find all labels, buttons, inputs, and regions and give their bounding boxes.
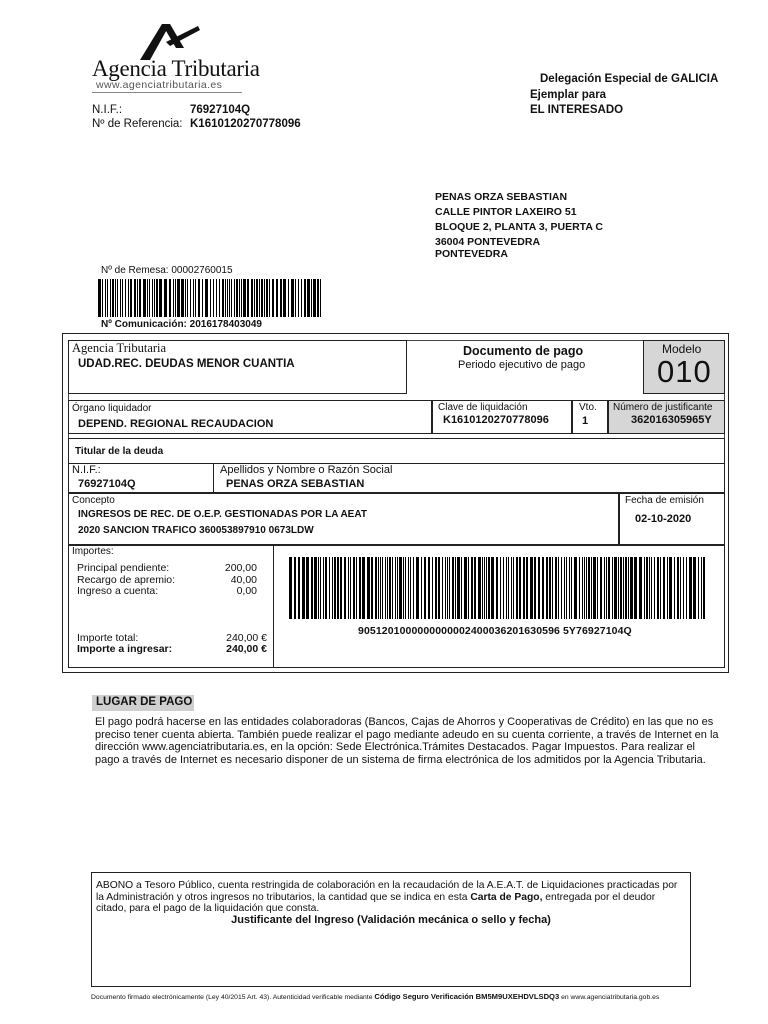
barcode-bar bbox=[117, 279, 118, 317]
barcode-bar bbox=[566, 557, 567, 619]
barcode-bar bbox=[389, 557, 391, 619]
barcode-bar bbox=[445, 557, 446, 619]
barcode-bar bbox=[397, 557, 398, 619]
form-nif-label: N.I.F.: bbox=[72, 464, 101, 476]
barcode-bar bbox=[247, 279, 249, 317]
barcode-bar bbox=[139, 279, 141, 317]
recargo-label: Recargo de apremio: bbox=[77, 573, 176, 586]
barcode-bar bbox=[549, 557, 551, 619]
barcode-bar bbox=[552, 557, 553, 619]
barcode-bar bbox=[405, 557, 406, 619]
barcode-bar bbox=[600, 557, 602, 619]
barcode-bar bbox=[593, 557, 596, 619]
barcode-bar bbox=[306, 557, 309, 619]
ejemplar-value: EL INTERESADO bbox=[530, 104, 624, 116]
barcode-bar bbox=[154, 279, 155, 317]
barcode-bar bbox=[591, 557, 592, 619]
barcode-bar bbox=[340, 557, 342, 619]
barcode-bar bbox=[122, 279, 123, 317]
ingreso-value: 0,00 bbox=[236, 585, 257, 597]
barcode-bar bbox=[320, 557, 321, 619]
barcode-bar bbox=[428, 557, 430, 619]
barcode-bar bbox=[137, 279, 138, 317]
barcode-bar bbox=[639, 557, 642, 619]
barcode-bar bbox=[313, 279, 316, 317]
barcode-bar bbox=[156, 279, 158, 317]
barcode-bar bbox=[424, 557, 426, 619]
barcode-bar bbox=[350, 557, 351, 619]
agency-logo-text: Agencia Tributaria bbox=[92, 56, 260, 81]
barcode-bar bbox=[488, 557, 490, 619]
barcode-bar bbox=[98, 279, 101, 317]
barcode-bar bbox=[546, 557, 548, 619]
barcode-bar bbox=[288, 279, 289, 317]
barcode-bar bbox=[181, 279, 184, 317]
barcode-bar bbox=[432, 557, 433, 619]
barcode-bar bbox=[325, 557, 327, 619]
barcode-bar bbox=[703, 557, 705, 619]
barcode-bar bbox=[195, 279, 196, 317]
doc-title: Documento de pago bbox=[463, 344, 584, 358]
barcode-bar bbox=[474, 557, 476, 619]
agency-logo-url: www.agenciatributaria.es bbox=[96, 79, 223, 91]
barcode-bar bbox=[667, 557, 668, 619]
barcode-bar bbox=[657, 557, 659, 619]
lugar-text: El pago podrá hacerse en las entidades colaboradoras (Bancos, Cajas de Ahorros y Cooperativas de Crédito) en las que no es preciso tener cuenta abierta. También puede realizar el pago mediante adeudo en su cuenta corriente, a través de Internet en la dirección www.agenciatributaria.es, en la opción: Sede Electrónica.Trámites Destacados. Pagar Impuestos. Para realizar el pago a través de Internet es necesario disponer de un sistema de firma electrónica de los admitidos por la Agencia Tributaria. bbox=[95, 716, 719, 766]
barcode-bar bbox=[344, 557, 346, 619]
concepto-line2: 2020 SANCION TRAFICO 360053897910 0673LDW bbox=[78, 525, 314, 536]
barcode-bar bbox=[115, 279, 116, 317]
barcode-bar bbox=[677, 557, 679, 619]
barcode-bar bbox=[222, 279, 224, 317]
barcode-bar bbox=[526, 557, 528, 619]
barcode-bar bbox=[320, 279, 321, 317]
barcode-bar bbox=[442, 557, 443, 619]
barcode-bar bbox=[256, 279, 258, 317]
address-line4: PONTEVEDRA bbox=[435, 248, 508, 260]
barcode-bar bbox=[686, 557, 687, 619]
barcode-bar bbox=[359, 557, 361, 619]
barcode-bar bbox=[311, 557, 313, 619]
barcode-bar bbox=[152, 279, 153, 317]
logo-divider bbox=[92, 92, 242, 93]
barcode-bar bbox=[259, 279, 260, 317]
barcode-bar bbox=[112, 279, 114, 317]
barcode-bar bbox=[323, 557, 324, 619]
barcode-bar bbox=[628, 557, 629, 619]
barcode-bar bbox=[455, 557, 456, 619]
barcode-bar bbox=[353, 557, 355, 619]
barcode-bar bbox=[314, 557, 317, 619]
doc-subtitle: Periodo ejecutivo de pago bbox=[458, 359, 586, 371]
barcode-bar bbox=[173, 279, 174, 317]
footer-text bbox=[91, 992, 731, 1001]
justificante-value: 362016305965Y bbox=[631, 414, 712, 426]
barcode-bar bbox=[266, 279, 268, 317]
barcode-bar bbox=[205, 279, 208, 317]
barcode-bar bbox=[362, 557, 365, 619]
barcode-bar bbox=[457, 557, 460, 619]
barcode-bar bbox=[177, 279, 180, 317]
barcode-bar bbox=[634, 557, 637, 619]
comunicacion-label: Nº Comunicación: 2016178403049 bbox=[101, 319, 262, 330]
barcode-bar bbox=[169, 279, 171, 317]
abono-text bbox=[96, 880, 686, 915]
barcode-bar bbox=[413, 557, 414, 619]
importes-label: Importes: bbox=[72, 546, 114, 557]
barcode-bar bbox=[403, 557, 404, 619]
barcode-bar bbox=[649, 557, 650, 619]
barcode-bar bbox=[318, 557, 319, 619]
barcode-bar bbox=[516, 557, 518, 619]
barcode-bar bbox=[604, 557, 605, 619]
barcode-bar bbox=[651, 557, 652, 619]
barcode-bar bbox=[669, 557, 672, 619]
ingreso-label: Ingreso a cuenta: bbox=[77, 585, 159, 597]
barcode-bar bbox=[283, 279, 286, 317]
barcode-bar bbox=[110, 279, 111, 317]
barcode-bar bbox=[227, 279, 228, 317]
barcode-bar bbox=[674, 557, 675, 619]
ingresar-label: Importe a ingresar: bbox=[77, 643, 173, 655]
barcode-bar bbox=[663, 557, 665, 619]
footer-part1: Documento firmado electrónicamente (Ley 40/2015 Art. 43). Autenticidad verificable mediante bbox=[91, 994, 375, 1001]
agency-logo-mark bbox=[140, 24, 200, 60]
barcode-number: 9051201000000000002400036201630596 5Y76927104Q bbox=[358, 625, 632, 637]
barcode-bar bbox=[612, 557, 613, 619]
barcode-bar bbox=[701, 557, 702, 619]
barcode-bar bbox=[302, 557, 305, 619]
concepto-label: Concepto bbox=[72, 495, 115, 506]
barcode-bar bbox=[378, 557, 379, 619]
barcode-bar bbox=[435, 557, 437, 619]
remesa-label: Nº de Remesa: 00002760015 bbox=[101, 265, 233, 276]
barcode-bar bbox=[564, 557, 565, 619]
barcode-bar bbox=[597, 557, 598, 619]
barcode-bar bbox=[269, 279, 270, 317]
barcode-bar bbox=[243, 279, 246, 317]
barcode-bar bbox=[120, 279, 121, 317]
apellidos-value: PENAS ORZA SEBASTIAN bbox=[226, 478, 365, 490]
abono-text-bold: Carta de Pago, bbox=[470, 891, 543, 903]
barcode-bar bbox=[164, 279, 167, 317]
referencia-label: Nº de Referencia: bbox=[92, 118, 183, 130]
barcode-bar bbox=[654, 557, 655, 619]
principal-label: Principal pendiente: bbox=[77, 562, 170, 574]
barcode-bar bbox=[307, 279, 310, 317]
barcode-bar bbox=[534, 557, 536, 619]
barcode-bar bbox=[236, 279, 238, 317]
barcode-bar bbox=[294, 557, 296, 619]
total-label: Importe total: bbox=[77, 632, 139, 644]
barcode-bar bbox=[586, 557, 587, 619]
barcode-bar bbox=[644, 557, 645, 619]
barcode-bar bbox=[486, 557, 487, 619]
barcode-bar bbox=[102, 279, 103, 317]
barcode-bar bbox=[387, 557, 388, 619]
barcode-bar bbox=[239, 279, 240, 317]
barcode-bar bbox=[395, 557, 396, 619]
barcode-bar bbox=[452, 557, 454, 619]
barcode-bar bbox=[251, 279, 253, 317]
barcode-bar bbox=[304, 279, 306, 317]
barcode-bar bbox=[542, 557, 544, 619]
barcode-bar bbox=[500, 557, 501, 619]
barcode-bar bbox=[332, 557, 333, 619]
barcode-bar bbox=[588, 557, 590, 619]
ejemplar-label: Ejemplar para bbox=[530, 89, 607, 101]
barcode-bar bbox=[646, 557, 648, 619]
barcode-bar bbox=[301, 279, 302, 317]
barcode-bar bbox=[468, 557, 469, 619]
footer-csv: Código Seguro Verificación BM5M9UXEHDVLSDQ3 bbox=[374, 992, 560, 1001]
barcode-bar bbox=[582, 557, 583, 619]
barcode-bar bbox=[408, 557, 409, 619]
barcode-bar bbox=[523, 557, 525, 619]
abono-text-part2: entregada por el deudor citado, para el pago de la liquidación que consta. bbox=[96, 891, 656, 914]
concepto-line1: INGRESOS DE REC. DE O.E.P. GESTIONADAS POR LA AEAT bbox=[78, 509, 367, 520]
form-agency: Agencia Tributaria bbox=[72, 341, 167, 355]
justificante-label: Número de justificante bbox=[613, 402, 713, 413]
barcode-bar bbox=[491, 557, 494, 619]
barcode-bar bbox=[291, 279, 294, 317]
barcode-bar bbox=[272, 279, 274, 317]
barcode-bar bbox=[276, 279, 278, 317]
barcode-bar bbox=[438, 557, 440, 619]
barcode-bar bbox=[689, 557, 692, 619]
barcode-bar bbox=[298, 279, 299, 317]
barcode-bar bbox=[190, 279, 191, 317]
barcode-bar bbox=[461, 557, 462, 619]
ingresar-value: 240,00 € bbox=[226, 643, 267, 655]
barcode-bar bbox=[449, 557, 450, 619]
barcode-bar bbox=[399, 557, 402, 619]
vto-value: 1 bbox=[582, 415, 589, 427]
barcode-bar bbox=[464, 557, 467, 619]
barcode-bar bbox=[511, 557, 512, 619]
barcode-bar bbox=[410, 557, 411, 619]
barcode-bar bbox=[159, 279, 162, 317]
organo-label: Órgano liquidador bbox=[72, 403, 152, 414]
barcode-bar bbox=[348, 557, 349, 619]
barcode-bar bbox=[298, 557, 300, 619]
barcode-bar bbox=[555, 557, 557, 619]
principal-value: 200,00 bbox=[224, 562, 257, 574]
barcode-bar bbox=[620, 557, 622, 619]
barcode-bar bbox=[367, 557, 370, 619]
barcode-bar bbox=[216, 279, 217, 317]
barcode-bar bbox=[623, 557, 624, 619]
barcode-bar bbox=[295, 279, 296, 317]
barcode-bar bbox=[175, 279, 176, 317]
abono-justificante: Justificante del Ingreso (Validación mecánica o sello y fecha) bbox=[231, 914, 551, 926]
barcode-bar bbox=[241, 279, 242, 317]
barcode-bar bbox=[185, 279, 186, 317]
barcode-bar bbox=[149, 279, 150, 317]
barcode-bar bbox=[334, 557, 336, 619]
barcode-bar bbox=[561, 557, 562, 619]
lugar-title: LUGAR DE PAGO bbox=[96, 696, 193, 708]
payment-barcode bbox=[289, 557, 707, 619]
barcode-bar bbox=[513, 557, 514, 619]
barcode-bar bbox=[130, 279, 132, 317]
barcode-bar bbox=[375, 557, 377, 619]
barcode-bar bbox=[187, 279, 188, 317]
modelo-value: 010 bbox=[657, 354, 712, 389]
barcode-bar bbox=[356, 557, 357, 619]
footer-part2: en www.agenciatributaria.gob.es bbox=[559, 994, 660, 1001]
form-unit: UDAD.REC. DEUDAS MENOR CUANTIA bbox=[78, 358, 295, 370]
titular-label: Titular de la deuda bbox=[75, 446, 164, 457]
barcode-bar bbox=[264, 279, 265, 317]
barcode-bar bbox=[618, 557, 619, 619]
barcode-bar bbox=[213, 279, 214, 317]
recargo-value: 40,00 bbox=[230, 573, 257, 586]
barcode-bar bbox=[569, 557, 570, 619]
barcode-bar bbox=[385, 557, 386, 619]
fecha-value: 02-10-2020 bbox=[635, 513, 692, 525]
barcode-bar bbox=[234, 279, 235, 317]
barcode-bar bbox=[606, 557, 607, 619]
remesa-barcode bbox=[98, 279, 324, 317]
barcode-bar bbox=[574, 557, 577, 619]
importes-labels bbox=[77, 563, 175, 598]
barcode-bar bbox=[254, 279, 255, 317]
barcode-bar bbox=[484, 557, 485, 619]
barcode-bar bbox=[416, 557, 419, 619]
vto-label: Vto. bbox=[579, 402, 597, 413]
address-name: PENAS ORZA SEBASTIAN bbox=[435, 191, 568, 203]
barcode-bar bbox=[538, 557, 540, 619]
abono-text-part1: ABONO a Tesoro Público, cuenta restringida de colaboración en la recaudación de la A.E.A.T. de Liquidaciones practicadas por la Administración y otros ingresos no tributarios, la cantidad que se indica en esta bbox=[96, 880, 678, 903]
barcode-bar bbox=[680, 557, 681, 619]
barcode-bar bbox=[229, 279, 230, 317]
barcode-bar bbox=[202, 279, 203, 317]
barcode-bar bbox=[198, 279, 200, 317]
address-line1: CALLE PINTOR LAXEIRO 51 bbox=[435, 206, 577, 218]
barcode-bar bbox=[134, 279, 136, 317]
barcode-bar bbox=[447, 557, 448, 619]
total-value: 240,00 € bbox=[226, 632, 267, 644]
barcode-bar bbox=[382, 557, 383, 619]
barcode-bar bbox=[261, 279, 263, 317]
barcode-bar bbox=[380, 557, 381, 619]
organo-value: DEPEND. REGIONAL RECAUDACION bbox=[78, 418, 274, 430]
barcode-bar bbox=[280, 279, 282, 317]
barcode-bar bbox=[329, 557, 330, 619]
titular-row bbox=[68, 438, 725, 463]
barcode-bar bbox=[506, 557, 507, 619]
barcode-bar bbox=[193, 279, 194, 317]
barcode-bar bbox=[392, 557, 393, 619]
barcode-bar bbox=[693, 557, 696, 619]
clave-label: Clave de liquidación bbox=[438, 402, 528, 413]
nif-label: N.I.F.: bbox=[92, 104, 123, 116]
barcode-bar bbox=[337, 557, 339, 619]
barcode-bar bbox=[289, 557, 292, 619]
barcode-bar bbox=[496, 557, 498, 619]
barcode-bar bbox=[147, 279, 148, 317]
barcode-bar bbox=[683, 557, 684, 619]
barcode-bar bbox=[128, 279, 129, 317]
delegacion: Delegación Especial de GALICIA bbox=[540, 73, 719, 85]
barcode-bar bbox=[660, 557, 661, 619]
address-line3: 36004 PONTEVEDRA bbox=[435, 236, 541, 248]
barcode-bar bbox=[482, 557, 483, 619]
nif-value: 76927104Q bbox=[190, 104, 251, 116]
barcode-bar bbox=[225, 279, 226, 317]
apellidos-label: Apellidos y Nombre o Razón Social bbox=[220, 464, 393, 476]
barcode-bar bbox=[571, 557, 572, 619]
barcode-bar bbox=[508, 557, 509, 619]
form-nif-value: 76927104Q bbox=[78, 478, 136, 490]
barcode-bar bbox=[219, 279, 220, 317]
modelo-label: Modelo bbox=[662, 342, 702, 356]
barcode-bar bbox=[503, 557, 504, 619]
barcode-bar bbox=[530, 557, 533, 619]
barcode-bar bbox=[630, 557, 633, 619]
barcode-bar bbox=[125, 279, 126, 317]
barcode-bar bbox=[471, 557, 473, 619]
recipient-address bbox=[435, 190, 603, 262]
barcode-bar bbox=[210, 279, 211, 317]
address-line2: BLOQUE 2, PLANTA 3, PUERTA C bbox=[435, 221, 604, 233]
referencia-value: K1610120270778096 bbox=[190, 118, 301, 130]
barcode-bar bbox=[105, 279, 106, 317]
barcode-bar bbox=[143, 279, 146, 317]
barcode-bar bbox=[608, 557, 610, 619]
clave-value: K1610120270778096 bbox=[443, 414, 549, 426]
barcode-bar bbox=[584, 557, 585, 619]
barcode-bar bbox=[478, 557, 481, 619]
importes-values bbox=[200, 563, 257, 598]
barcode-bar bbox=[107, 279, 108, 317]
barcode-bar bbox=[625, 557, 627, 619]
barcode-bar bbox=[311, 279, 312, 317]
barcode-bar bbox=[579, 557, 580, 619]
barcode-bar bbox=[519, 557, 521, 619]
barcode-bar bbox=[421, 557, 422, 619]
barcode-bar bbox=[558, 557, 559, 619]
barcode-bar bbox=[317, 279, 319, 317]
fecha-label: Fecha de emisión bbox=[625, 495, 704, 506]
barcode-bar bbox=[614, 557, 617, 619]
barcode-bar bbox=[371, 557, 373, 619]
barcode-bar bbox=[231, 279, 232, 317]
barcode-bar bbox=[698, 557, 699, 619]
